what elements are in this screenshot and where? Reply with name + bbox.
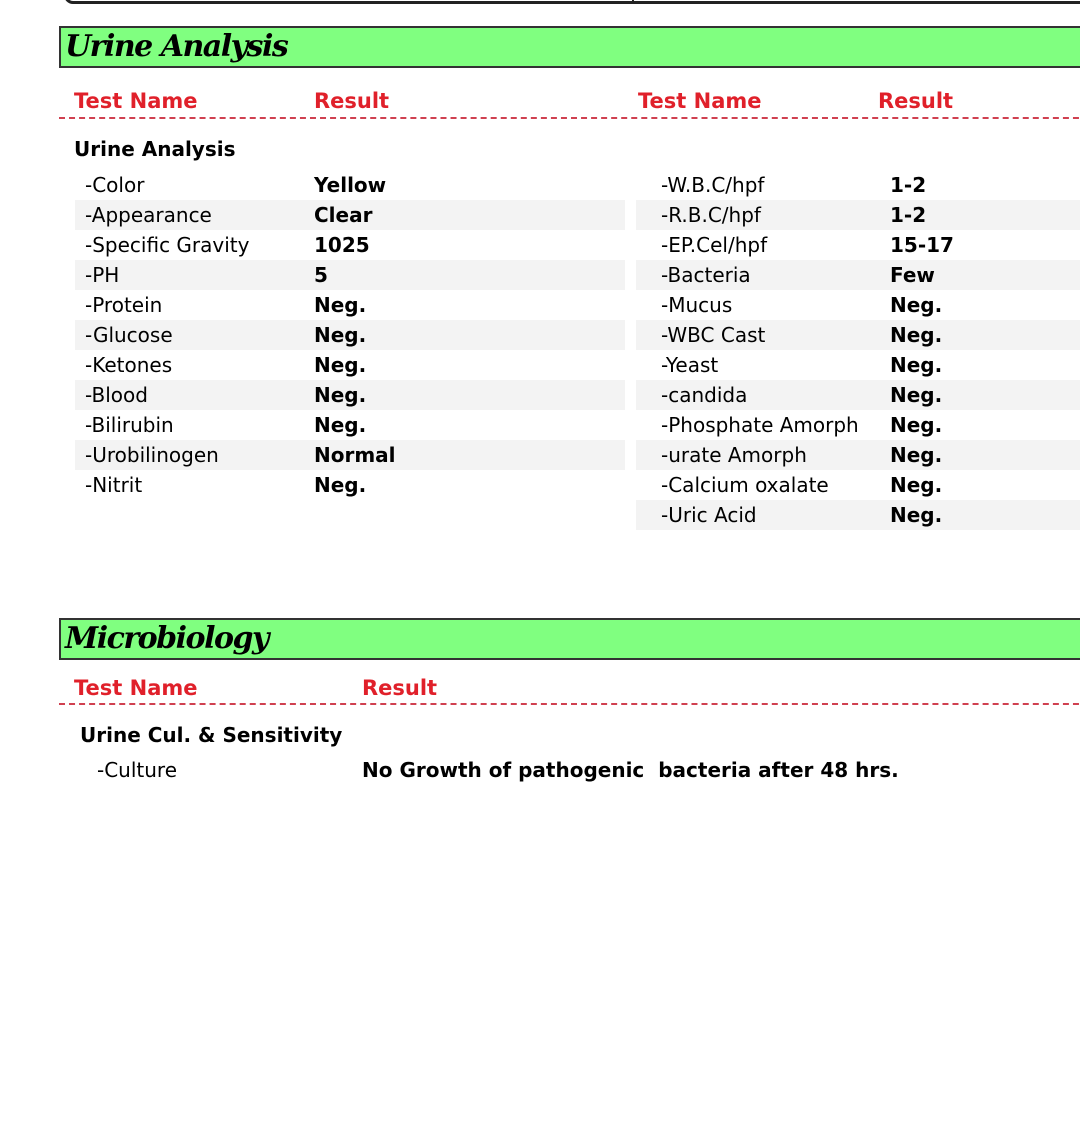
test-name: -Phosphate Amorph [661,413,859,437]
test-result: Normal [314,443,396,467]
test-result: Neg. [890,413,943,437]
test-name: -W.B.C/hpf [661,173,765,197]
test-result: Neg. [890,473,943,497]
result-row [636,470,1080,500]
test-result: Neg. [314,293,367,317]
micro-col-header-test-name: Test Name [74,676,198,700]
test-result: 5 [314,263,328,287]
test-name: -EP.Cel/hpf [661,233,768,257]
test-name: -Ketones [85,353,173,377]
result-row [636,290,1080,320]
result-row [636,200,1080,230]
urine-culture-group-title: Urine Cul. & Sensitivity [80,723,343,747]
result-row [75,320,625,350]
result-row [636,440,1080,470]
test-name: -Nitrit [85,473,143,497]
test-name: -Urobilinogen [85,443,219,467]
test-name: -PH [85,263,120,287]
test-result: Neg. [890,353,943,377]
test-name: -Protein [85,293,163,317]
test-result: Neg. [890,293,943,317]
culture-test-name: -Culture [97,758,178,782]
test-name: -candida [661,383,748,407]
urine-header-divider [59,117,1080,119]
test-name: -urate Amorph [661,443,807,467]
test-name: -Blood [85,383,148,407]
test-name: -Color [85,173,145,197]
col-header-result-left: Result [314,89,390,113]
test-result: Yellow [314,173,387,197]
result-row [75,470,625,500]
result-row [636,230,1080,260]
result-row [636,350,1080,380]
test-result: Neg. [314,383,367,407]
test-name: -Appearance [85,203,212,227]
result-row [75,260,625,290]
test-name: -Calcium oxalate [661,473,829,497]
result-row [75,380,625,410]
result-row [636,260,1080,290]
test-result: Clear [314,203,373,227]
result-row [636,320,1080,350]
test-result: Neg. [890,503,943,527]
top-frame-border [64,0,1080,4]
test-result: Neg. [890,383,943,407]
test-result: Neg. [314,353,367,377]
result-row [75,290,625,320]
test-result: Few [890,263,935,287]
col-header-test-name-left: Test Name [74,89,198,113]
test-name: -Specific Gravity [85,233,250,257]
result-row [75,410,625,440]
result-row [75,350,625,380]
urine-analysis-header-bar [59,26,1080,68]
result-row [636,410,1080,440]
col-header-result-right: Result [878,89,954,113]
test-name: -Uric Acid [661,503,757,527]
microbiology-header-bar [59,618,1080,660]
result-row [75,200,625,230]
test-result: Neg. [314,323,367,347]
micro-col-header-result: Result [362,676,438,700]
result-row [75,170,625,200]
col-header-test-name-right: Test Name [638,89,762,113]
test-result: 1-2 [890,173,927,197]
micro-header-divider [59,703,1080,705]
urine-analysis-group-title: Urine Analysis [74,137,236,161]
test-name: -Bacteria [661,263,751,287]
test-name: -Glucose [85,323,173,347]
urine-analysis-section-title: Urine Analysis [65,29,288,64]
result-row [636,500,1080,530]
culture-test-result: No Growth of pathogenic bacteria after 48 hrs. [362,758,899,782]
test-result: Neg. [314,413,367,437]
test-name: -WBC Cast [661,323,766,347]
result-row [75,440,625,470]
test-result: 1-2 [890,203,927,227]
test-name: -Bilirubin [85,413,174,437]
result-row [636,170,1080,200]
result-row [636,380,1080,410]
test-result: 15-17 [890,233,954,257]
test-result: Neg. [890,323,943,347]
top-frame-divider [632,0,634,3]
test-result: 1025 [314,233,370,257]
test-result: Neg. [890,443,943,467]
test-name: -Mucus [661,293,733,317]
result-row [75,230,625,260]
test-name: -R.B.C/hpf [661,203,761,227]
test-name: -Yeast [661,353,719,377]
test-result: Neg. [314,473,367,497]
microbiology-section-title: Microbiology [65,621,268,656]
